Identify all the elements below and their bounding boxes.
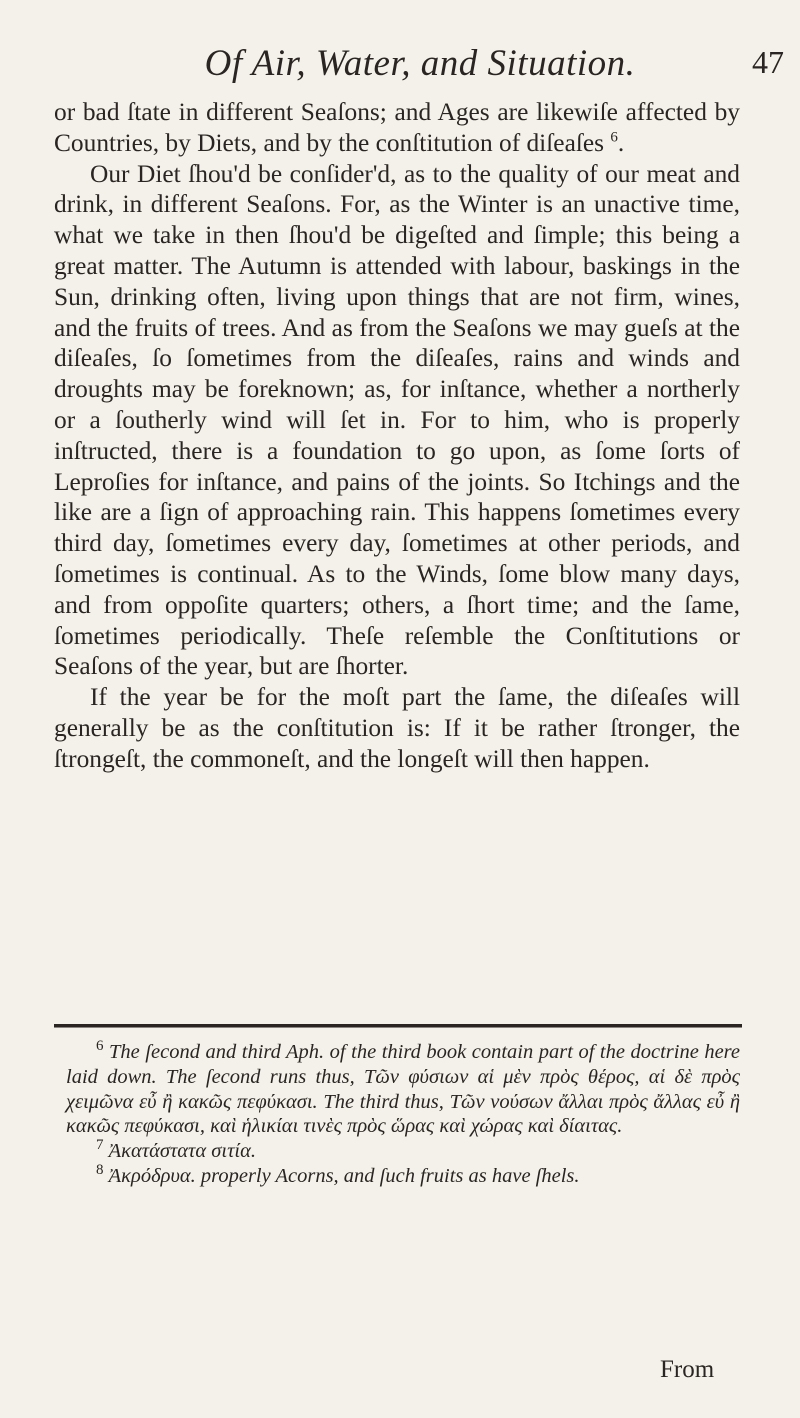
greek-quote: Ἀκατάστατα σιτία. [108,1140,256,1163]
catchword: From [660,1356,715,1383]
greek-quote: Ἀκρόδρυα. [108,1164,196,1187]
paragraph: Our Diet ſhou'd be conſider'd, as to the quality of our meat and drink, in different Seaſons. For, as the Winter is an unactive time, what we take in then ſhou'd be digeſted and ſimple; this being a great matter. The Autumn is attended with labour, baskings in the Sun, drinking often, living upon things that are not firm, wines, and the fruits of trees. And as from the Seaſons we may gueſs at the diſeaſes, ſo ſometimes from the diſeaſes, rains and winds and droughts may be foreknown; as, for inſtance, whether a northerly or a ſoutherly wind will ſet in. For to him, who is properly inſtructed, there is a foundation to go upon, as ſome ſorts of Leproſies for inſtance, and pains of the joints. So Itchings and the like are a ſign of approaching rain. This happens ſometimes every third day, ſometimes every day, ſometimes at other periods, and ſometimes is continual. As to the Winds, ſome blow many days, and from oppoſite quarters; others, a ſhort time; and the ſame, ſometimes periodically. Theſe reſemble the Conſtitutions or Seaſons of the year, but are ſhorter. [54,159,740,681]
paragraph: or bad ſtate in different Seaſons; and Ages are likewiſe affected by Countries, by Diets, and by the conſtitution of diſeaſes $^6$. [54,98,740,157]
footnote-number: 7 [96,1137,104,1154]
note-reference: 6 [610,129,618,146]
paragraph-text: or bad ſtate in different Seaſons; and Ages are likewiſe affected by Countries, by Diets, and by the conſtitution of diſeaſes [54,98,740,157]
page-number: 47 [752,44,784,80]
footnote-text: The third thus, [323,1090,444,1113]
main-text [54,97,740,775]
running-title: Of Air, Water, and Situation. [204,43,636,84]
greek-quote: Τῶν νούσων ἄλλαι πρὸς ἄλλας εὖ ἢ κακῶς πεφύκασι, καὶ ἡλικίαι τινὲς πρὸς ὥρας καὶ χώρας καὶ δίαιτας. [66,1090,740,1138]
footnote-divider [54,1024,742,1028]
footnote-text: The ſecond and third Aph. of the third book contain part of the doctrine here laid down. The ſecond runs thus, [66,1041,740,1088]
footnote-number: 8 [96,1162,104,1179]
footnote-text: properly Acorns, and ſuch fruits as have ſhels. [200,1164,580,1187]
footnote [66,1040,740,1139]
footnote [66,1164,740,1189]
greek-quote: Τῶν φύσιων αἱ μὲν πρὸς θέρος, αἱ δὲ πρὸς χειμῶνα εὖ ἢ κακῶς πεφύκασι. [66,1065,740,1113]
footnote [66,1139,740,1164]
paragraph: If the year be for the moſt part the ſame, the diſeaſes will generally be as the conſtitution is: If it be rather ſtronger, the ſtrongeſt, the commoneſt, and the longeſt will then happen. [54,683,740,773]
footnotes [66,1040,740,1189]
footnote-number: 6 [96,1038,104,1055]
